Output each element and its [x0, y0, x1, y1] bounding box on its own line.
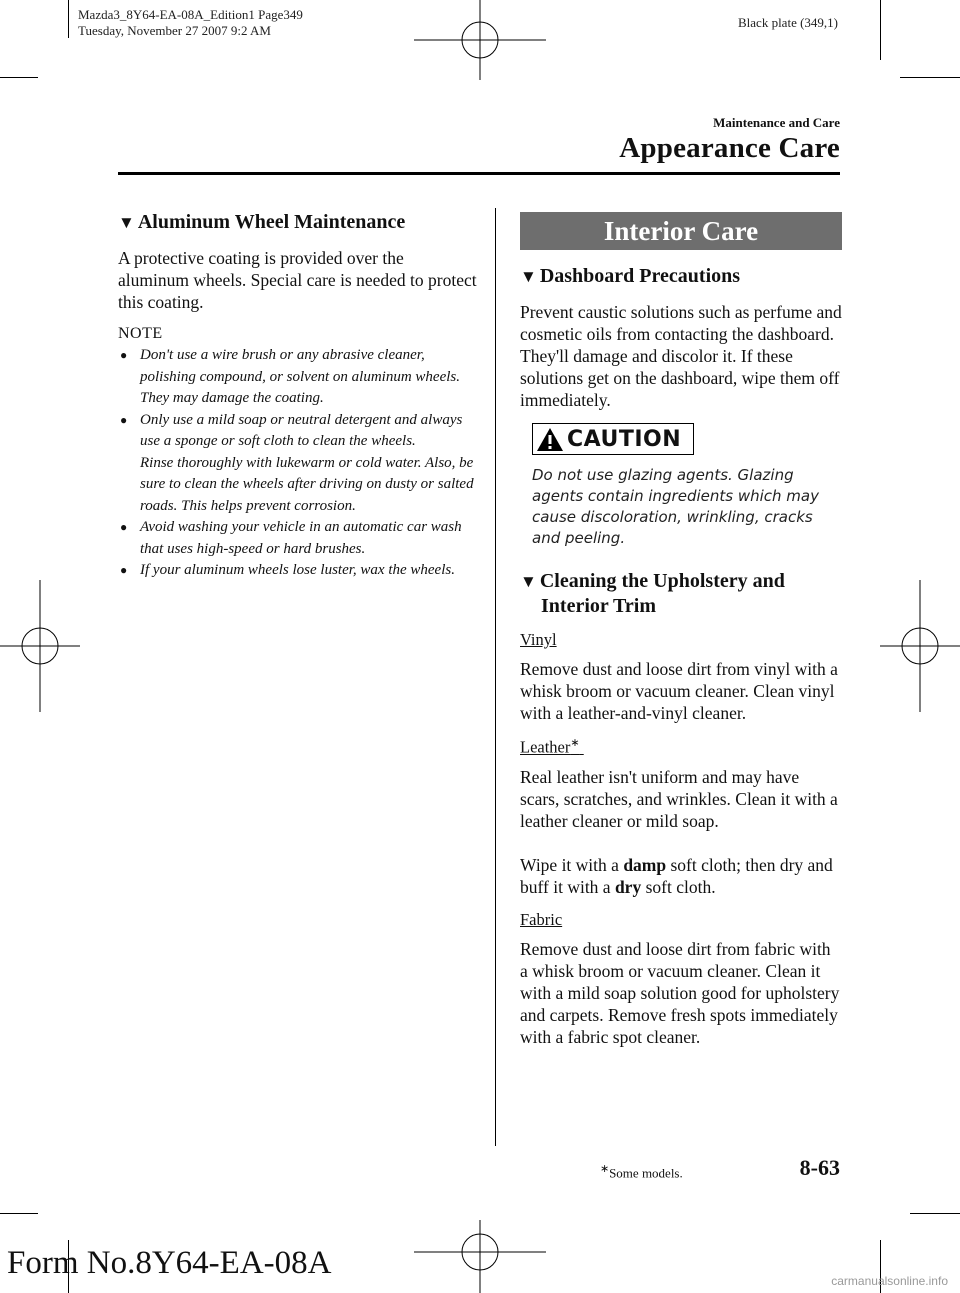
file-info-line2: Tuesday, November 27 2007 9:2 AM: [78, 23, 271, 38]
note-text: Only use a mild soap or neutral detergent and always use a sponge or soft cloth to clean the wheels.: [140, 411, 463, 449]
page-number: 8-63: [799, 1155, 840, 1180]
fabric-text: Remove dust and loose dirt from fabric with a whisk broom or vacuum cleaner. Clean it with a mild soap solution good for upholstery and carpets. Remove fresh spots immediately with a fabric spot cleaner.: [520, 938, 840, 1047]
heading-text: Aluminum Wheel Maintenance: [137, 211, 406, 233]
note-item: [118, 453, 478, 518]
aluminum-intro: A protective coating is provided over the aluminum wheels. Special care is needed to protect this coating.: [118, 248, 477, 312]
header-rule: [118, 172, 840, 175]
crop-mark: [900, 77, 960, 78]
crop-mark: [910, 1213, 960, 1214]
heading-text: Interior Trim: [541, 595, 656, 617]
note-list: [118, 345, 478, 582]
leather-wipe-text: [520, 854, 842, 898]
wipe-dry: dry: [614, 876, 642, 897]
note-item: [118, 410, 478, 453]
column-divider: [495, 208, 496, 1146]
note-item: [118, 560, 478, 582]
note-text: Don't use a wire brush or any abrasive cleaner, polishing compound, or solvent on aluminum wheels. They may damage the coating.: [140, 347, 460, 406]
heading-dashboard: [520, 264, 842, 289]
footer-note: [600, 1162, 683, 1181]
note-text: If your aluminum wheels lose luster, wax the wheels.: [140, 562, 455, 578]
crop-mark: [68, 0, 69, 38]
leather-subheading: [520, 736, 584, 758]
registration-target-right: [880, 580, 960, 712]
wipe-text: soft cloth; then dry and buff it with a: [520, 854, 833, 897]
some-models-mark: ∗: [600, 1163, 610, 1175]
registration-target-top: [414, 0, 546, 80]
crop-mark: [0, 77, 38, 78]
wipe-text: soft cloth.: [641, 876, 716, 897]
note-text: Avoid washing your vehicle in an automatic car wash that uses high-speed or hard brushes.: [140, 519, 462, 557]
note-label: NOTE: [118, 325, 163, 342]
bullet-icon: ●: [120, 563, 128, 577]
footer-note-text: Some models.: [609, 1165, 683, 1181]
wipe-damp: damp: [623, 854, 667, 875]
wipe-text: Wipe it with a: [520, 854, 624, 875]
heading-aluminum-wheel: [118, 210, 478, 235]
form-number: Form No.8Y64-EA-08A: [7, 1245, 332, 1281]
left-column: [118, 210, 478, 582]
interior-care-band: Interior Care: [520, 212, 842, 250]
plate-label: Black plate (349,1): [738, 15, 838, 30]
leather-text: Real leather isn't uniform and may have scars, scratches, and wrinkles. Clean it with a leather cleaner or mild soap.: [520, 766, 838, 831]
warning-triangle-icon: [533, 425, 567, 453]
file-info: [78, 7, 303, 39]
bullet-icon: ●: [120, 520, 128, 534]
heading-upholstery: [520, 569, 842, 618]
vinyl-subheading: Vinyl: [520, 630, 557, 649]
heading-text: Cleaning the Upholstery and: [539, 570, 785, 592]
bullet-icon: ●: [120, 412, 128, 427]
file-info-line1: Mazda3_8Y64-EA-08A_Edition1 Page349: [78, 7, 303, 22]
crop-mark: [880, 0, 881, 60]
note-item: [118, 517, 478, 560]
registration-target-left: [0, 580, 80, 712]
caution-text: Do not use glazing agents. Glazing agents contain ingredients which may cause discoloration, wrinkling, cracks and peeling.: [532, 466, 819, 547]
watermark: carmanualsonline.info: [831, 1274, 948, 1288]
some-models-mark: ∗: [570, 737, 580, 749]
note-item: [118, 345, 478, 410]
vinyl-text: Remove dust and loose dirt from vinyl with a whisk broom or vacuum cleaner. Clean vinyl with a leather-and-vinyl cleaner.: [520, 659, 838, 723]
leather-label: Leather: [520, 737, 571, 757]
fabric-subheading: Fabric: [520, 909, 563, 929]
right-column: [520, 212, 842, 1060]
crop-mark: [0, 1213, 38, 1214]
caution-box: [532, 423, 694, 455]
note-text: Rinse thoroughly with lukewarm or cold water. Also, be sure to clean the wheels after driving on dusty or salted roads. This helps prevent corrosion.: [140, 454, 474, 514]
dashboard-text: Prevent caustic solutions such as perfume and cosmetic oils from contacting the dashboard. They'll damage and discolor it. If these solutions get on the dashboard, wipe them off immediately.: [520, 302, 842, 410]
registration-target-bottom: [414, 1220, 546, 1293]
bullet-icon: ●: [120, 348, 128, 362]
triangle-down-icon: ▼: [118, 213, 135, 232]
heading-text: Dashboard Precautions: [539, 265, 741, 287]
section-title: Appearance Care: [619, 132, 840, 164]
triangle-down-icon: ▼: [520, 572, 537, 591]
chapter-title: Maintenance and Care: [713, 115, 840, 130]
triangle-down-icon: ▼: [520, 267, 537, 286]
caution-label: CAUTION: [567, 426, 682, 452]
